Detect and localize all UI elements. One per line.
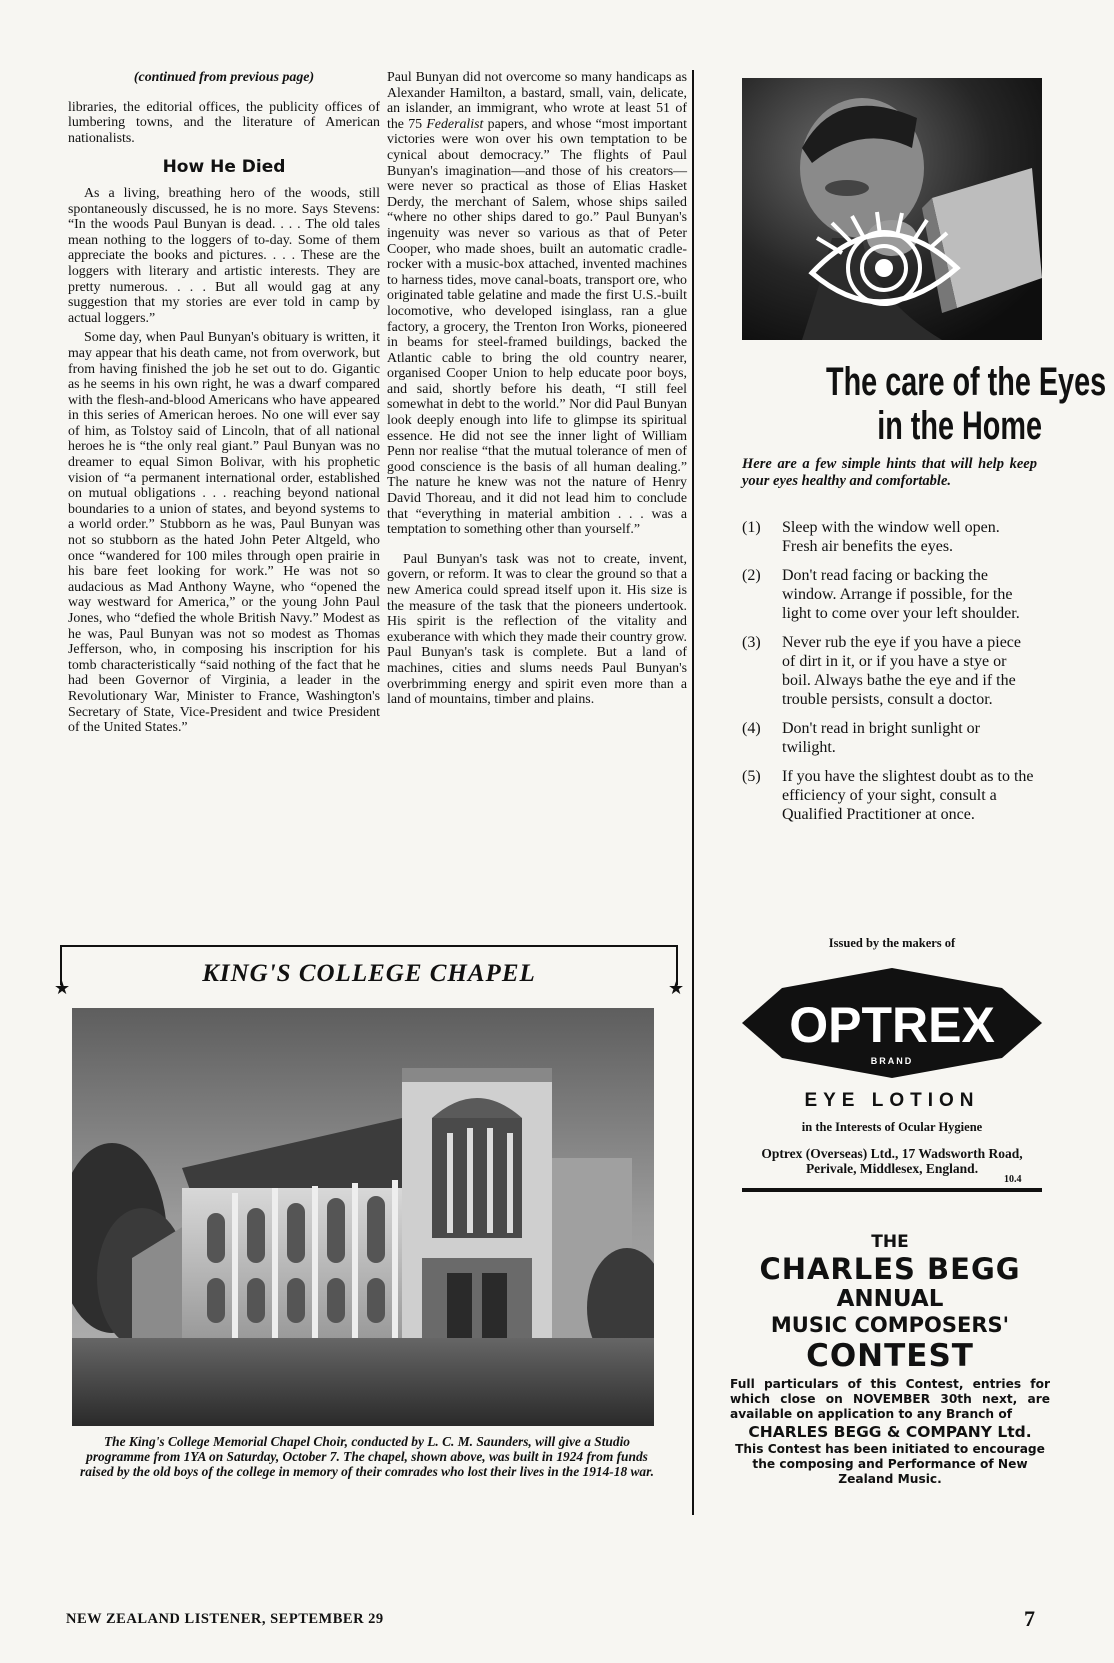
begg-name: CHARLES BEGG (759, 1252, 1021, 1286)
column-divider (692, 70, 694, 1515)
chapel-photo (72, 1008, 654, 1426)
paragraph-2: Some day, when Paul Bunyan's obituary is written, it may appear that his death came, not from overwork, but from having finished the job he set out to do. Gigantic as he seems in his own right, he was a dwarf compared with the flesh-and-blood Americans who have appeared in this series of American heroes. No one will ever say of him, as Tolstoy said of Lincoln, that of all national heroes he is “the only real giant.” Paul Bunyan was no dreamer to equal Simon Bolivar, with his prophetic vision of “a permanent international order, established on mutual obligations . . . reaching beyond national boundaries to a union of states, and beyond systems to a world order.” Stubborn as he was, Paul Bunyan was not so stubborn as the hated John Peter Altgeld, who once “wandered for 100 miles through open prairie in his bare feet looking for work.” He was not so audacious as Mad Anthony Wayne, who “opened the way westward for America,” or the young John Paul Jones, who “defied the whole British Navy.” Modest as he was, Paul Bunyan was not so modest as Thomas Jefferson, who, in composing his inscription for his tomb characteristically “said nothing of the fact that he had been Governor of Virginia, a leader in the Revolutionary War, Minister to France, Washington's Secretary of State, Vice-President and twice President of the United States.” (68, 330, 380, 736)
hint-item (742, 518, 1037, 556)
footer-publication: NEW ZEALAND LISTENER, SEPTEMBER 29 (66, 1611, 384, 1627)
begg-annual: ANNUAL (836, 1286, 944, 1312)
optrex-interests: in the Interests of Ocular Hygiene (801, 1120, 983, 1134)
paragraph-3-text-b: papers, and whose “most important victories were won over his own temptation to be cynical about democracy.” The flights of Paul Bunyan's imagination—and those of his creators—were never so practical as those of Elias Hasket Derdy, the merchant of Salem, whose ships sailed “where no other ships dared to go.” Paul Bunyan's ingenuity was never so various as that of Peter Cooper, who made shoes, built an automatic cradle-rocker with a music-box attached, invented machines to harness tides, move canal-boats, transport ore, who originated table gelatine and made the first U.S.-built locomotive, who developed isinglass, ran a glue factory, a grocery, the Trenton Iron Works, pioneered in beams for steel-framed buildings, backed the Atlantic cable to bring the old country nearer, organised Cooper Union to help educate poor boys, and said, shortly before his death, “I still feel somewhat in debt to the world.” Nor did Paul Bunyan look deeply enough into life to glimpse its spiritual essence. He did not see the inner light of William Penn nor realise “that the mutual tolerance of men of good conscience is the basis of all human dealing.” The nature he knew was not the nature of Henry David Thoreau, and it did not lead him to conclude that “everything in material ambition . . . was a temptation to something other than yourself.” (387, 116, 687, 538)
optrex-intro: Here are a few simple hints that will help keep your eyes healthy and comfortable. (742, 456, 1037, 489)
optrex-hints-list (742, 518, 1037, 834)
optrex-bottom-rule (742, 1188, 1042, 1192)
begg-details: Full particulars of this Contest, entries for which close on NOVEMBER 30th next, are available on application to any Branch of (730, 1377, 1050, 1421)
begg-company: CHARLES BEGG & COMPANY Ltd. (748, 1423, 1032, 1441)
optrex-logo (742, 968, 1042, 1078)
paragraph-3 (387, 70, 687, 538)
hint-text: Sleep with the window well open. Fresh air benefits the eyes. (782, 519, 1000, 555)
article-column-2 (387, 70, 687, 708)
chapel-section (54, 940, 685, 1520)
intro-paragraph: libraries, the editorial offices, the publicity offices of lumbering towns, and the literature of American nationalists. (68, 99, 380, 146)
footer-page-number: 7 (1024, 1606, 1035, 1631)
begg-music: MUSIC COMPOSERS' (770, 1313, 1010, 1337)
section-heading: How He Died (162, 157, 286, 178)
begg-ad (730, 1232, 1050, 1602)
hint-text: Don't read in bright sunlight or twilight. (782, 720, 980, 756)
chapel-title: KING'S COLLEGE CHAPEL (202, 960, 536, 987)
optrex-ad (742, 78, 1107, 1228)
optrex-headline (826, 360, 1107, 448)
optrex-brand: OPTREX (789, 997, 995, 1053)
optrex-headline-line-1: The care of the Eyes (826, 360, 1107, 404)
reading-man-photo (742, 78, 1042, 340)
begg-the: THE (871, 1232, 909, 1252)
hint-item (742, 767, 1037, 824)
hint-number: (1) (742, 519, 761, 536)
hint-item (742, 566, 1037, 623)
paragraph-3-text-a: Paul Bunyan did not overcome so many handicaps as Alexander Hamilton, a bastard, small, vain, delicate, an islander, an immigrant, who wrote at least 51 of the 75 (387, 70, 687, 132)
optrex-headline-line-2: in the Home (877, 404, 1042, 448)
hint-number: (4) (742, 720, 761, 737)
optrex-code: 10.4 (1004, 1174, 1022, 1185)
optrex-brand-sub: BRAND (870, 1056, 914, 1066)
chapel-caption: The King's College Memorial Chapel Choir, conducted by L. C. M. Saunders, will give a Studio programme from 1YA on Saturday, October 7. The chapel, shown above, was built in 1924 from funds raised by the old boys of the college in memory of their comrades who lost their lives in the 1914-18 war. (80, 1434, 654, 1479)
begg-footer: This Contest has been initiated to encourage the composing and Performance of New Zealand Music. (735, 1442, 1045, 1486)
hint-item (742, 719, 1037, 757)
paragraph-1: As a living, breathing hero of the woods, still spontaneously discussed, he is no more. Says Stevens: “In the woods Paul Bunyan is dead. . . . The old tales mean nothing to the loggers of to-day. Some of them appreciate the books and pictures. . . . These are the loggers with literary and artistic interests. They are pretty numerous. . . . But all would gag at any suggestion that my stories are ever told in camp by actual loggers.” (68, 185, 380, 326)
paragraph-3-italic: Federalist (426, 116, 484, 132)
hint-number: (2) (742, 567, 761, 584)
continued-note: (continued from previous page) (133, 70, 315, 85)
hint-text: If you have the slightest doubt as to the efficiency of your sight, consult a Qualified Practitioner at once. (782, 768, 1034, 823)
optrex-product: EYE LOTION (804, 1090, 980, 1111)
hint-text: Don't read facing or backing the window. Arrange if possible, for the light to come over your left shoulder. (782, 567, 1020, 622)
star-icon-right: ★ (668, 978, 685, 999)
hint-number: (3) (742, 634, 761, 651)
begg-contest: CONTEST (806, 1338, 974, 1374)
chapel-top-rule (60, 945, 678, 947)
hint-number: (5) (742, 768, 761, 785)
article-column-1 (68, 70, 380, 736)
hint-item (742, 633, 1037, 709)
star-icon-left: ★ (54, 978, 71, 999)
hint-text: Never rub the eye if you have a piece of dirt in it, or if you have a stye or boil. Always bathe the eye and if the trouble persists, consult a doctor. (782, 634, 1021, 708)
optrex-address: Optrex (Overseas) Ltd., 17 Wadsworth Road, Perivale, Middlesex, England. (761, 1146, 1023, 1176)
paragraph-4: Paul Bunyan's task was not to create, invent, govern, or reform. It was to clear the ground so that a new America could spread itself upon it. His size is the measure of the task that the pioneers undertook. His spirit is the reflection of the vitality and exuberance with which they made their country grow. Paul Bunyan's task is complete. But a land of machines, cities and slums needs Paul Bunyan's overbrimming energy and spirit even more than a land of mountains, timber and plains. (387, 551, 687, 708)
optrex-issued-by: Issued by the makers of (828, 936, 956, 950)
